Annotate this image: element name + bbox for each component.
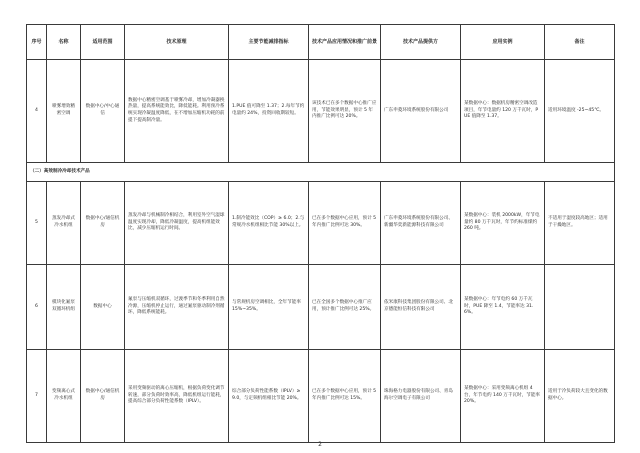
tech-scope: 数据中心/通信机房 (81, 350, 125, 443)
tech-name: 变频离心式冷水机组 (47, 350, 81, 443)
tech-scope: 数据中心 (81, 265, 125, 350)
section-title: （二）高效制冷冷却技术产品 (27, 163, 615, 182)
tech-case: 某数据中心：装机 2000kW，年节电量约 80 万千瓦时，年节约标准煤约 260 吨。 (461, 182, 545, 265)
tech-note: 适用于冷负荷较大且变化的数据中心。 (545, 350, 615, 443)
tech-provider: 广东申菱环境系统股份有限公司 (381, 60, 461, 163)
header-cell: 主要节能减排指标 (229, 25, 309, 60)
tech-application: 已在全国多个数据中心推广应用，预计推广比例可达 25%。 (309, 265, 381, 350)
header-cell: 备注 (545, 25, 615, 60)
tech-provider: 珠海格力电器股份有限公司、青岛海尔空调电子有限公司 (381, 350, 461, 443)
tech-indicator: 与常规机房空调相比，全年节能率 15%~35%。 (229, 265, 309, 350)
tech-name: 蒸发冷却式冷水机组 (47, 182, 81, 265)
tech-note: 适用环境温度 -25~45℃。 (545, 60, 615, 163)
tech-indicator: 综合部分负荷性能系数（IPLV）≥ 9.0，与定频机组相比节能 20%。 (229, 350, 309, 443)
table-row (27, 265, 615, 350)
tech-case: 某数据中心：数据机房精密空调改造项目，年节电量约 120 万千瓦时，PUE 值降至 1.37。 (461, 60, 545, 163)
tech-name: 模块化氟泵双循环机组 (47, 265, 81, 350)
tech-name: 喷雾增效精密空调 (47, 60, 81, 163)
table-row (27, 182, 615, 265)
table-row (27, 60, 615, 163)
tech-application: 已在多个数据中心应用，预计 5 年内推广比例可达 30%。 (309, 182, 381, 265)
tech-application: 该技术已在多个数据中心推广应用，节能效果明显，预计 5 年内推广比例可达 20%。 (309, 60, 381, 163)
header-cell: 序号 (27, 25, 47, 60)
row-number: 7 (27, 350, 47, 443)
tech-indicator: 1.PUE 值可降至 1.37；2.每年节约电量约 24%，投资回收期较短。 (229, 60, 309, 163)
tech-case: 某数据中心：采用变频离心机组 4 台，年节电约 140 万千瓦时，节能率 20%。 (461, 350, 545, 443)
tech-provider: 依米康科技集团股份有限公司、北京德能恒信科技有限公司 (381, 265, 461, 350)
technology-catalog-table (26, 24, 615, 443)
tech-scope: 数据中心/中心通信 (81, 60, 125, 163)
tech-principle: 氟泵与压缩机双循环，过渡季节和冬季利用自然冷源，压缩机停止运行，通过氟泵驱动制冷剂循环，降低系统能耗。 (125, 265, 229, 350)
tech-application: 已在多个数据中心应用，预计 5 年内推广比例可达 15%。 (309, 350, 381, 443)
page-number: 2 (318, 441, 322, 448)
tech-case: 某数据中心：年节电约 60 万千瓦时，PUE 降至 1.4，节能率达 31.6%。 (461, 265, 545, 350)
tech-provider: 广东申菱环境系统股份有限公司、新疆华奕新能源科技有限公司 (381, 182, 461, 265)
header-cell: 技术产品应用情况和推广前景 (309, 25, 381, 60)
tech-note: 不适用于湿度较高地区；适用于干燥地区。 (545, 182, 615, 265)
row-number: 5 (27, 182, 47, 265)
table-row (27, 350, 615, 443)
tech-note (545, 265, 615, 350)
tech-indicator: 1.制冷能效比（COP）≥ 6.0；2.与常规冷水机组相比节能 30%以上。 (229, 182, 309, 265)
tech-principle: 蒸发冷却与机械制冷相结合，利用室外空气湿球温度实现冷却，降低冷凝温度，提高机组能效比，减少压缩机运行时间。 (125, 182, 229, 265)
tech-scope: 数据中心/通信机房 (81, 182, 125, 265)
section-row (27, 163, 615, 182)
header-cell: 应用实例 (461, 25, 545, 60)
header-cell: 技术产品提供方 (381, 25, 461, 60)
header-cell: 名称 (47, 25, 81, 60)
table-header-row (27, 25, 615, 60)
header-cell: 适用范围 (81, 25, 125, 60)
row-number: 4 (27, 60, 47, 163)
header-cell: 技术原理 (125, 25, 229, 60)
row-number: 6 (27, 265, 47, 350)
tech-principle: 采用变频驱动的离心压缩机，根据负荷变化调节转速，部分负荷时效率高，降低机组运行能耗，提高综合部分负荷性能系数（IPLV）。 (125, 350, 229, 443)
tech-principle: 数据中心精密空调基于喷雾冷却，增加冷凝器换热量，提高系统能效比，降低能耗。利用预冷系统实现冷凝温度降低，在不增加压缩机功耗的前提下提高制冷量。 (125, 60, 229, 163)
